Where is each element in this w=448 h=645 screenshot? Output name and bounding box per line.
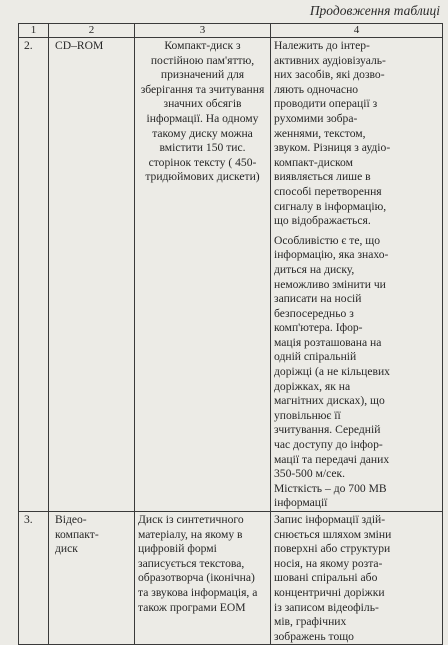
device-description-cell [135,38,271,512]
notes-line: мації та передачі даних [274,452,390,466]
notes-line: диться на диску, [274,262,355,276]
row-number: 3. [19,512,49,645]
description-line: матеріалу, на якому в [138,527,243,541]
notes-line: носія, на якому розта- [274,556,383,570]
device-name-line: CD–ROM [55,39,104,52]
notes-line: інформацію, яка знахо- [274,248,389,262]
description-line: записується текстова, [138,556,245,570]
description-line: призначений для [160,68,245,82]
description-line: цифровій формі [138,542,217,556]
notes-line: зчитування. Середній [274,423,381,437]
description-line: такому диску можна [152,126,253,140]
document-table [18,23,443,645]
notes-line: Особливістю є те, що [274,233,380,247]
notes-line: рухомими зобра- [274,111,358,125]
device-name-cell [49,38,135,512]
description-line: значних обсягів [163,97,242,111]
notes-line: способі перетворення [274,184,382,198]
notes-line: із записом відеофіль- [274,600,379,614]
column-header-4: 4 [271,24,443,38]
description-line: вмістити 150 тис. [159,141,246,155]
notes-line: магнітних дисках), що [274,394,385,408]
description-line: Диск із синтетичного [138,513,244,526]
description-line: зберігання та зчитування [140,82,265,96]
device-description-cell [135,512,271,645]
notes-line: доріжці (а не кільцевих [274,365,390,379]
notes-line: снюється шляхом зміни [274,527,392,541]
notes-line: них засобів, які дозво- [274,68,385,82]
notes-line: Місткість – до 700 MB [274,481,387,495]
notes-line: записати на носій [274,292,362,306]
notes-line: безпосередньо з [274,306,354,320]
notes-line: компакт-диском [274,155,353,169]
notes-line: поверхні або структури [274,542,391,556]
description-line: постійною пам'яттю, [150,53,255,67]
description-line: та звукова інформація, а [138,585,258,599]
notes-line: що відображається. [274,214,371,228]
notes-line: виявляється лише в [274,170,371,184]
description-line: сторінок тексту ( 450- [148,155,257,169]
table-continuation-caption: Продовження таблиці [309,3,440,18]
description-line: інформації. На одному [146,111,259,125]
device-name-line: Відео- [55,513,87,526]
row-number: 2. [19,38,49,512]
notes-line: проводити операції з [274,97,378,111]
notes-line: мація розташована на [274,335,382,349]
notes-line: зображень тощо [274,629,354,643]
notes-line: неможливо змінити чи [274,277,386,291]
notes-line: час доступу до інфор- [274,438,383,452]
notes-line: Належить до інтер- [274,39,370,52]
column-header-3: 3 [135,24,271,38]
notes-line: доріжках, як на [274,379,351,393]
notes-line: уповільнює її [274,408,341,422]
notes-line: 350-500 м/сек. [274,467,346,481]
device-name-line: диск [55,542,78,556]
description-line: тридюймових дискети) [145,170,260,184]
column-header-1: 1 [19,24,49,38]
notes-line: концентричні доріжки [274,585,385,599]
notes-line: ляють одночасно [274,82,359,96]
device-name-cell [49,512,135,645]
notes-line: комп'ютера. Іфор- [274,321,363,335]
table-header-row [19,24,443,38]
notes-line: женнями, текстом, [274,126,366,140]
description-line: також програми ЕОМ [138,600,246,614]
notes-line: інформації [274,496,328,510]
description-line: образотворча (іконічна) [138,571,255,585]
notes-line: звуком. Різниця з аудіо- [274,141,391,155]
notes-line: шовані спіральні або [274,571,378,585]
notes-line: Запис інформації здій- [274,513,386,526]
device-notes-cell [271,38,443,512]
device-name-line: компакт- [55,527,99,541]
description-line: Компакт-диск з [164,39,241,52]
column-header-2: 2 [49,24,135,38]
notes-line: мів, графічних [274,615,347,629]
table-row-video-cd [19,512,443,645]
device-notes-cell [271,512,443,645]
notes-line: одній спіральній [274,350,357,364]
notes-line: активних аудіовізуаль- [274,53,386,67]
notes-line: сигналу в інформацію, [274,199,387,213]
table-row-cd-rom [19,38,443,512]
